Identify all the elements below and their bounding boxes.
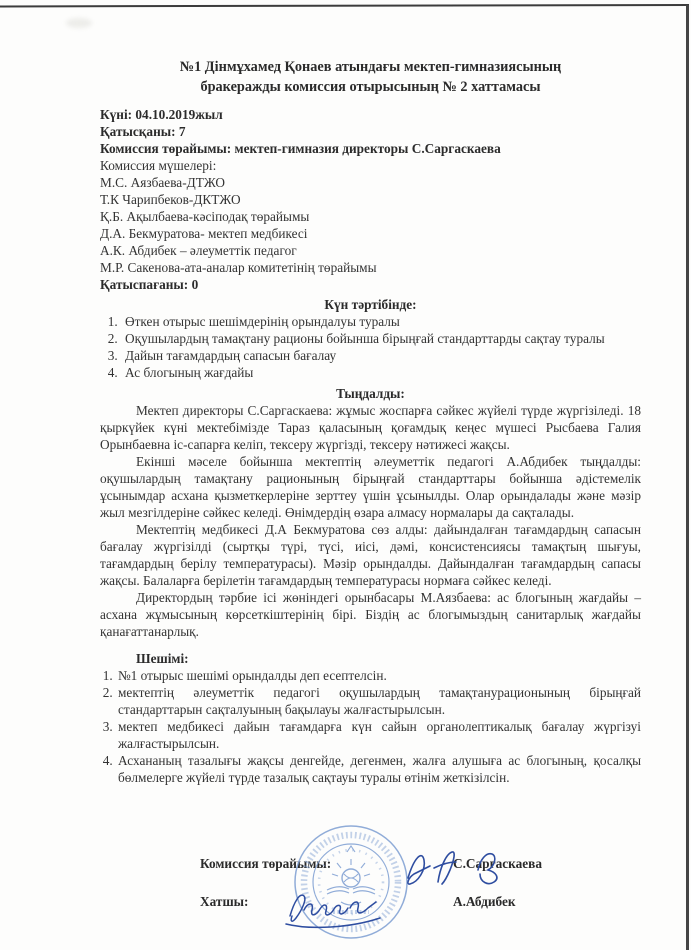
signature-block [200,856,620,932]
document-title-line2: бракеражды комиссия отырысының № 2 хаттамасы [200,78,541,95]
meta-attended-value: 7 [178,124,186,139]
chair-signature-row [200,856,620,876]
decision-item: 1. №1 отырыс шешімі орындалды деп есептелсін. [116,667,641,684]
meta-block [100,106,641,293]
agenda-item: 3. Дайын тағамдардың сапасын бағалау [121,347,641,364]
meta-absent-label: Қатыспағаны: [100,277,189,292]
member-item: М.С. Аязбаева-ДТЖО [100,175,226,190]
heard-section [100,402,641,640]
meta-date-value: 04.10.2019жыл [135,107,223,122]
chair-signature-name: С.Саргаскаева [453,856,543,871]
decision-heading: Шешімі: [136,651,189,666]
member-item: Т.К Чарипбеков-ДКТЖО [100,192,241,207]
scan-edge-top-line [0,4,689,7]
secretary-signature-row [200,894,620,914]
meta-chair [100,140,641,157]
heard-paragraph: Мектеп директоры С.Саргаскаева: жұмыс жоспарға сәйкес жүйелі түрде жүргізіледі. 18 қыркүйек күні мектебімізде Тараз қаласының қоғамдық кеңес мүшесі Рысбаева Галия Орынбаевна іс-сапарға келіп, тексеру жүргізді, тексеру нәтижесі жақсы. [100,403,641,452]
meta-absent [100,276,641,293]
meta-date-label: Күні: [100,107,133,122]
agenda-item: 4. Ас блогының жағдайы [121,364,641,381]
decision-item: 3. мектеп медбикесі дайын тағамдарға күн сайын органолептикалық бағалау жүргізуі жалғастырылсын. [116,718,641,752]
secretary-signature-name: А.Абдибек [453,894,516,909]
decision-item: 2. мектептің әлеуметтік педагогі оқушылардың тамақтанурационының бірыңғай стандарттарын сақталуының бақылауы жалғастырылсын. [116,684,641,718]
heard-heading: Тыңдалды: [336,386,405,401]
member-item: Қ.Б. Ақылбаева-кәсіподақ төрайымы [100,209,310,224]
agenda-item: 1. Өткен отырыс шешімдерінің орындалуы туралы [121,313,641,330]
meta-members-label: Комиссия мүшелері: [100,158,217,173]
document-title-line1: №1 Дінмұхамед Қонаев атындағы мектеп-гимназиясының [179,59,562,75]
scan-smudge [66,18,92,28]
meta-date [100,106,641,123]
meta-attended [100,123,641,140]
document-body [100,58,641,786]
scan-edge-right-line [686,5,689,950]
meta-absent-value: 0 [191,277,199,292]
meta-chair-value: мектеп-гимназия директоры С.Саргаскаева [234,141,501,156]
member-item: М.Р. Сакенова-ата-аналар комитетінің төрайымы [100,260,377,275]
heard-paragraph: Мектептің медбикесі Д.А Бекмуратова сөз алды: дайындалған тағамдардың сапасын бағалау жүргізілді (сыртқы түрі, түсі, иісі, дәмі, консистенсиясы тамақтың шығуы, тағамдардың берілу температурасы). Мәзір орындалды. Дайындалған тағамдардың сапасы жақсы. Балаларға берілетін тағамдардың температурасы нормаға сәйкес келеді. [100,522,641,588]
secretary-signature-label: Хатшы: [200,894,249,909]
member-item: Д.А. Бекмуратова- мектеп медбикесі [100,226,308,241]
heard-paragraph: Директордың тәрбие ісі жөніндегі орынбасары М.Аязбаева: ас блогының жағдайы – асхана жұмысының көрсеткіштерінің бірі. Біздің ас блогымыздың санитарлық жағдайы қанағаттанарлық. [100,590,641,639]
agenda-list [95,313,641,381]
chair-signature-label: Комиссия төрайымы: [200,856,332,871]
decision-item: 4. Асхананың тазалығы жақсы денгейде, дегенмен, жалға алушыға ас блогының, қосалқы бөлмелерге жүйелі түрде тазалық сақтауы туралы өтінім жеткізілсін. [116,752,641,786]
heard-paragraph: Екінші мәселе бойынша мектептің әлеуметтік педагогі А.Абдибек тыңдалды: оқушылардың тамақтану рационының бірыңғай стандарттары бойынша әдістемелік ұсынымдар асхана қызметкерлеріне зерттеу үшін ұсынылды. Олар орындалады және мәзір жыл мезгілдеріне сәйкес келеді. Өнімдердің өзара алмасу нормалары да сақталады. [100,454,641,520]
agenda-heading: Күн тәртібінде: [324,297,417,312]
meta-chair-label: Комиссия төрайымы: [100,141,232,156]
decision-list [92,667,641,786]
member-item: А.К. Абдибек – әлеуметтік педагог [100,243,297,258]
agenda-item: 2. Оқушылардың тамақтану рационы бойынша бірыңғай стандарттарды сақтау туралы [121,330,641,347]
meta-attended-label: Қатысқаны: [100,124,176,139]
document-title [100,58,641,97]
